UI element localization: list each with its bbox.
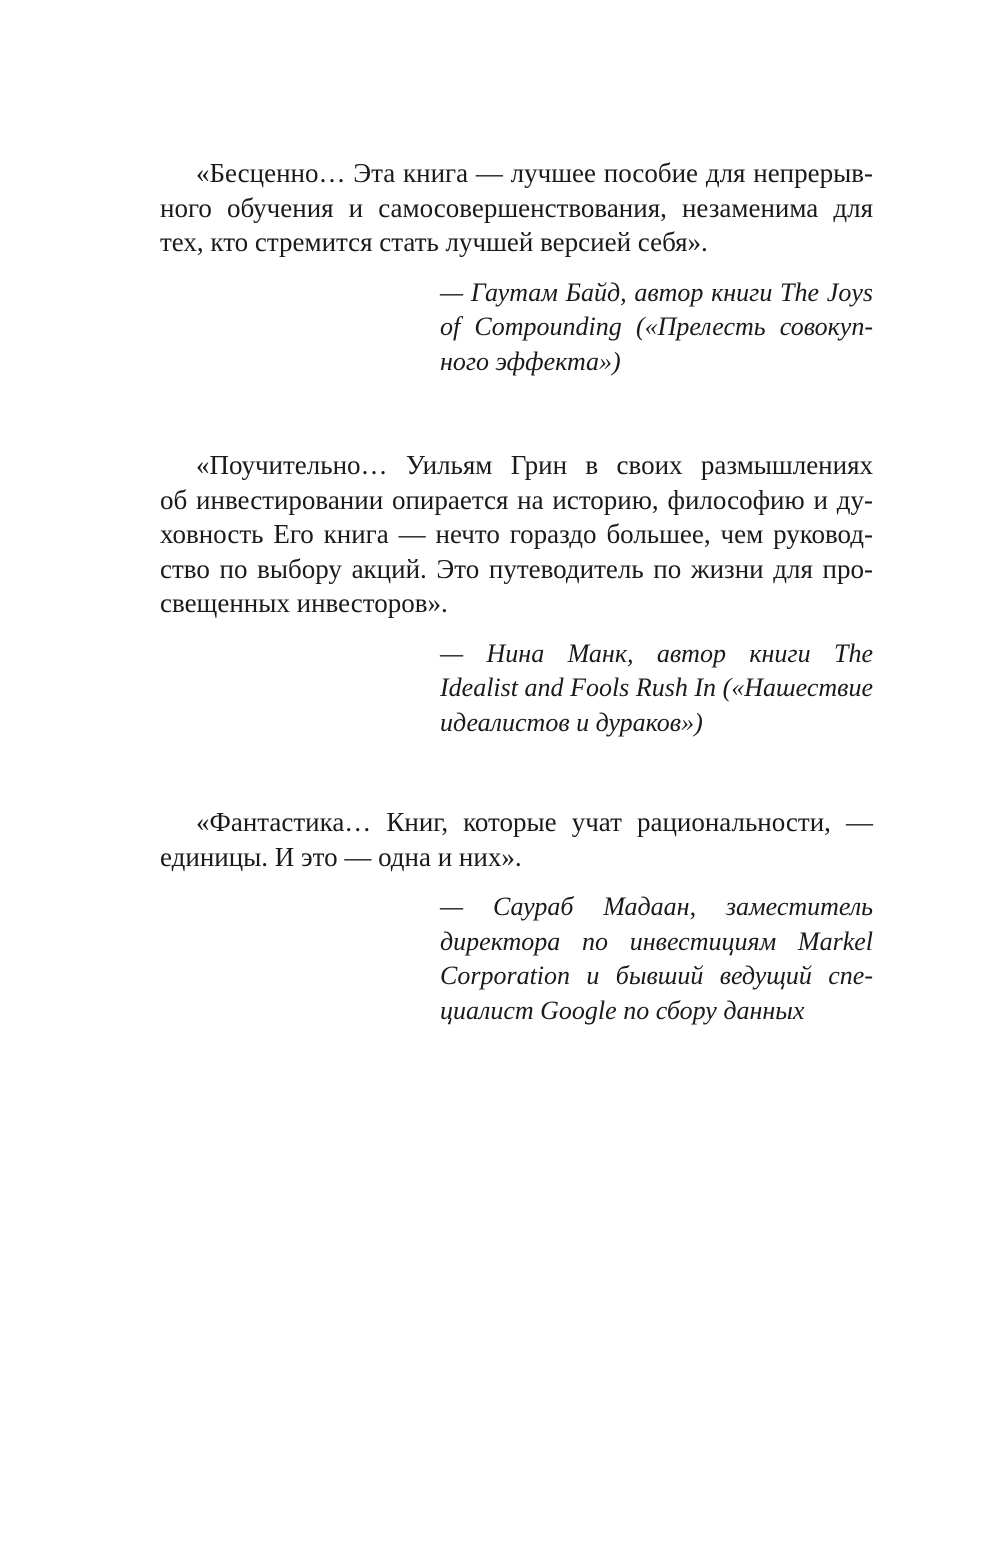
- attribution-line: Idealist and Fools Rush In («Нашествие: [440, 673, 873, 702]
- attribution-line: директора по инвестициям Markel: [440, 926, 873, 956]
- testimonial-quote: [160, 448, 873, 621]
- quote-line: об инвестировании опирается на историю, философию и ду-: [160, 484, 873, 515]
- quote-line: ховность Его книга — нечто гораздо большее, чем руковод-: [160, 519, 873, 549]
- quote-line: ство по выбору акций. Это путеводитель по жизни для про-: [160, 553, 873, 584]
- quote-line: тех, кто стремится стать лучшей версией себя».: [160, 227, 708, 257]
- testimonial-3: [160, 805, 873, 1028]
- testimonial-2: [160, 448, 873, 740]
- quote-line: ного обучения и самосовершенствования, незаменима для: [160, 192, 873, 223]
- attribution-line: — Гаутам Байд, автор книги The Joys: [440, 277, 873, 307]
- testimonial-1: [160, 156, 873, 379]
- attribution-line: of Compounding («Прелесть совокуп-: [440, 312, 873, 341]
- quote-line: свещенных инвесторов».: [160, 588, 448, 618]
- quote-line: единицы. И это — одна и них».: [160, 841, 522, 872]
- attribution-line: ного эффекта»): [440, 346, 621, 376]
- attribution-line: Corporation и бывший ведущий спе-: [440, 961, 873, 990]
- quote-line: «Поучительно… Уильям Грин в своих размышлениях: [196, 450, 873, 480]
- testimonial-attribution: [440, 890, 873, 1028]
- testimonial-attribution: [440, 276, 873, 380]
- attribution-line: идеалистов и дураков»): [440, 707, 703, 737]
- testimonial-attribution: [440, 637, 873, 741]
- testimonial-quote: [160, 805, 873, 874]
- quote-line: «Фантастика… Книг, которые учат рациональности, —: [196, 807, 873, 837]
- quote-line: «Бесценно… Эта книга — лучшее пособие для непрерыв-: [196, 158, 873, 188]
- attribution-line: — Саураб Мадаан, заместитель: [440, 892, 873, 921]
- attribution-line: — Нина Манк, автор книги The: [440, 638, 873, 668]
- attribution-line: циалист Google по сбору данных: [440, 995, 805, 1025]
- testimonial-quote: [160, 156, 873, 260]
